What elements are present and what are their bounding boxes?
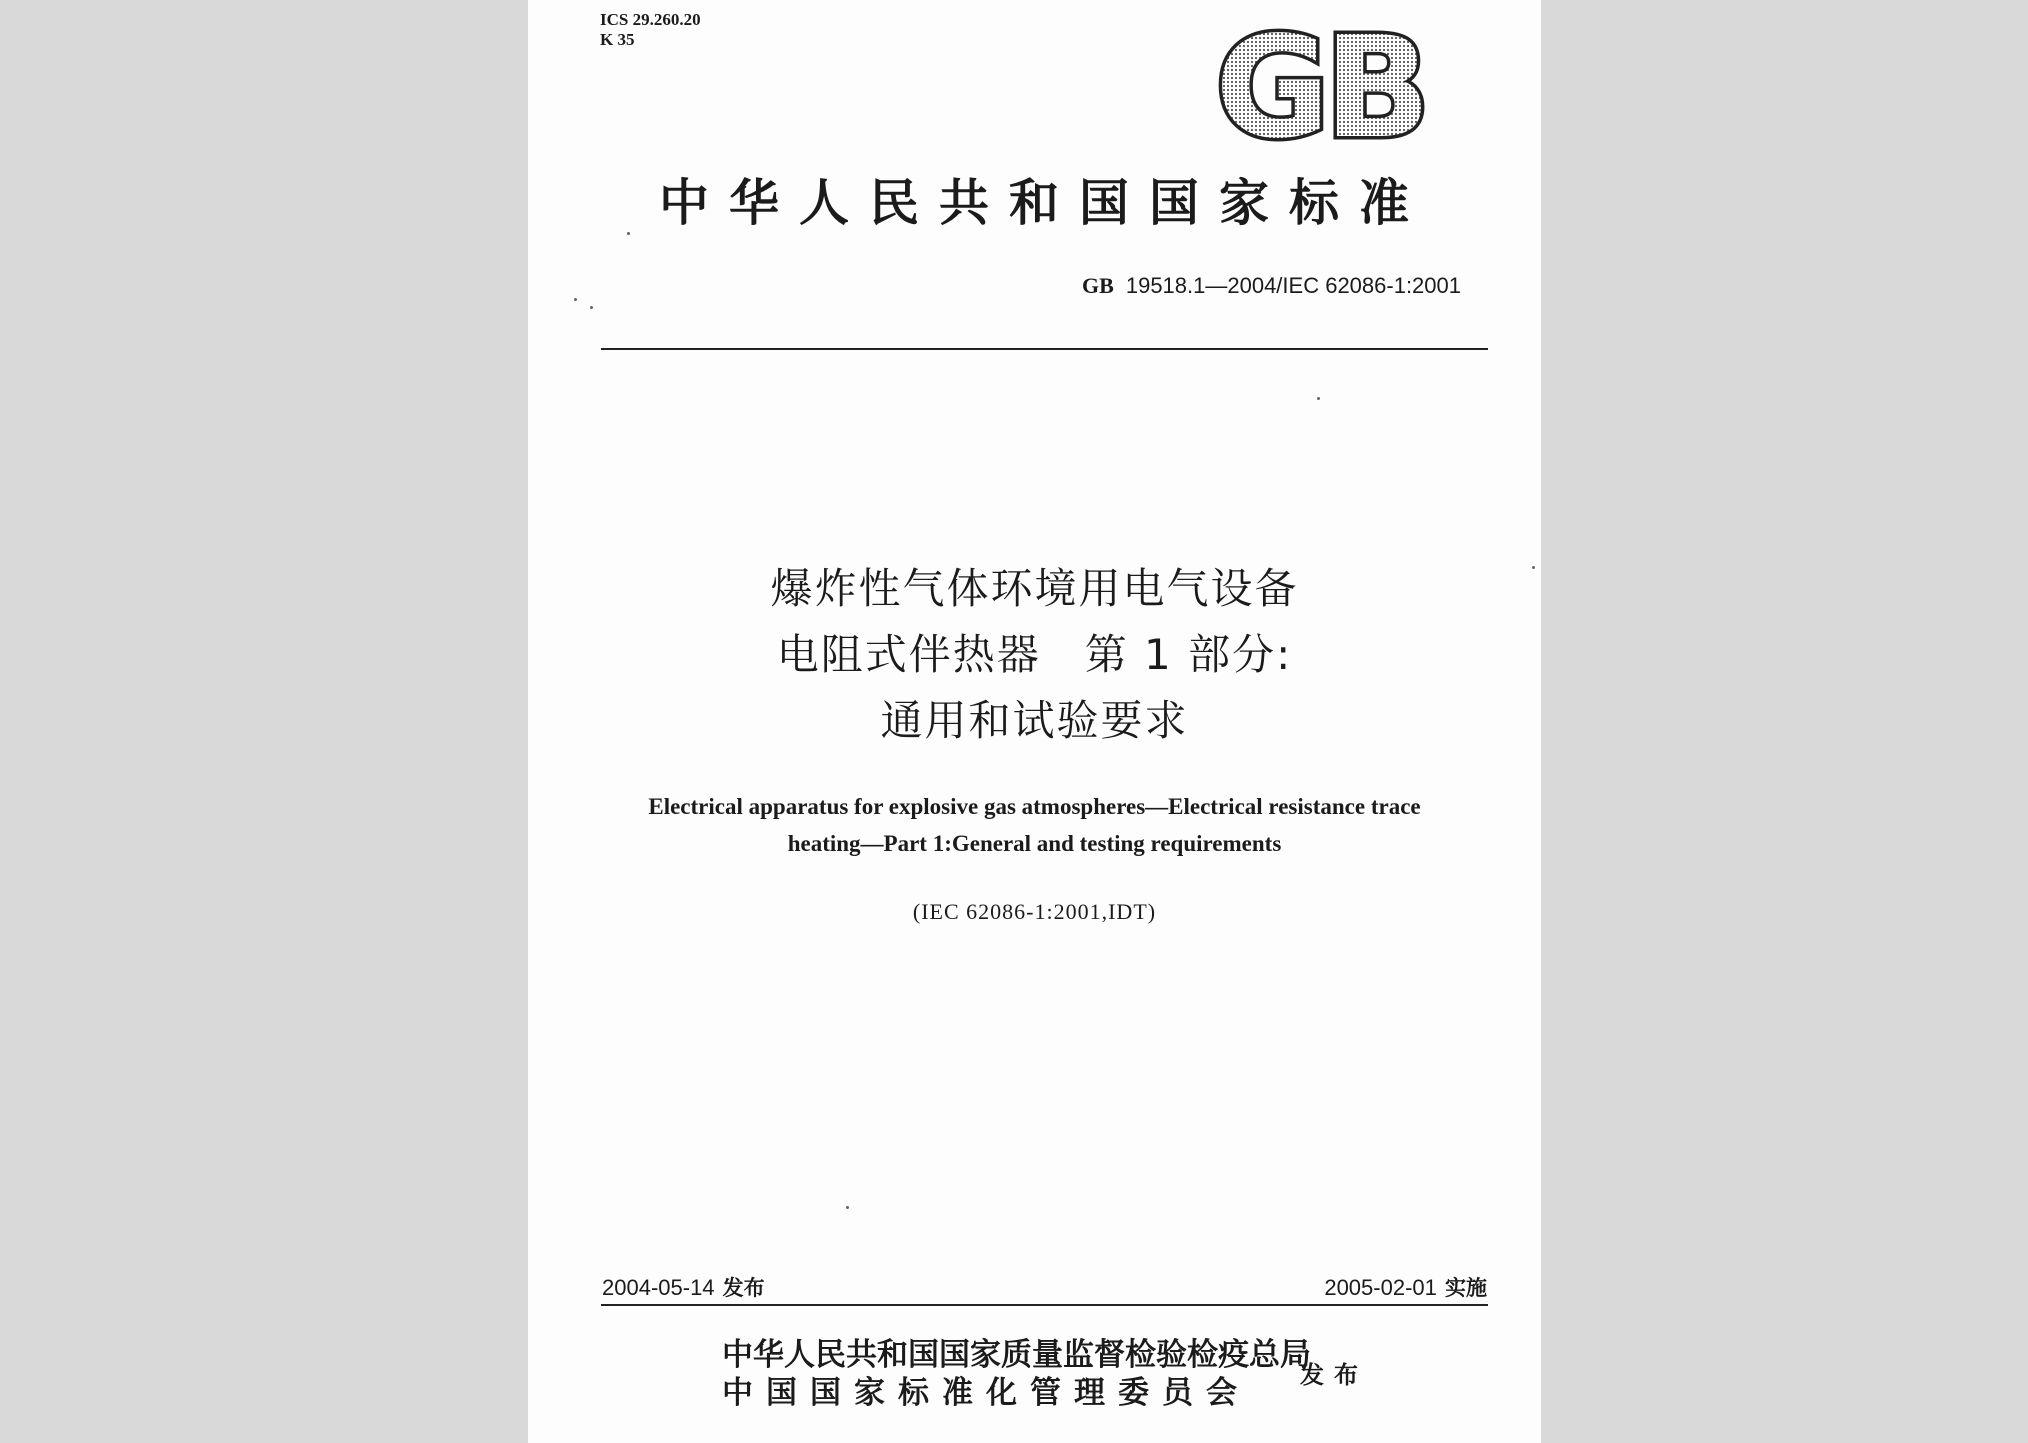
standard-number-value: 19518.1—2004/IEC 62086-1:2001	[1125, 273, 1461, 298]
gb-logo-text: GB	[1215, 20, 1425, 152]
scan-speck	[846, 1206, 849, 1209]
gb-logo	[1210, 20, 1430, 152]
chinese-title-line-2: 电阻式伴热器 第 1 部分:	[776, 630, 1293, 679]
effective-date	[1324, 1272, 1487, 1302]
issuing-authorities	[722, 1336, 1311, 1412]
iec-equivalence: (IEC 62086-1:2001,IDT)	[912, 899, 1157, 924]
issuer-sac: 中国国家标准化管理委员会	[722, 1375, 1250, 1411]
standard-number	[1082, 273, 1461, 299]
effective-date-value: 2005-02-01	[1324, 1275, 1437, 1300]
scan-speck	[590, 306, 593, 309]
issuer-aqsiq: 中华人民共和国国家质量监督检验检疫总局	[722, 1337, 1311, 1373]
scan-speck	[627, 232, 630, 235]
national-standard-title: 中华人民共和国国家标准	[659, 174, 1429, 232]
ccs-code: K 35	[600, 30, 635, 49]
chinese-title-line-3: 通用和试验要求	[880, 696, 1189, 745]
english-title	[568, 788, 1501, 862]
scan-speck	[1317, 397, 1320, 400]
english-title-line-2: heating—Part 1:General and testing requirements	[787, 831, 1282, 856]
scan-speck	[1532, 566, 1535, 569]
scan-speck	[574, 298, 577, 301]
standard-prefix: GB	[1082, 273, 1114, 298]
ics-code: ICS 29.260.20	[600, 10, 701, 29]
chinese-title-line-1: 爆炸性气体环境用电气设备	[770, 564, 1299, 613]
classification-codes	[600, 10, 701, 50]
effective-label: 实施	[1445, 1276, 1487, 1300]
issued-label: 发布	[722, 1276, 765, 1300]
issued-date	[602, 1272, 765, 1302]
english-title-line-1: Electrical apparatus for explosive gas atmospheres—Electrical resistance trace	[648, 794, 1421, 819]
header-divider	[601, 348, 1488, 350]
chinese-title	[528, 556, 1541, 754]
publish-label: 发布	[1300, 1361, 1368, 1389]
footer-divider	[601, 1304, 1488, 1306]
standard-cover-page	[528, 0, 1541, 1443]
issued-date-value: 2004-05-14	[602, 1275, 715, 1300]
